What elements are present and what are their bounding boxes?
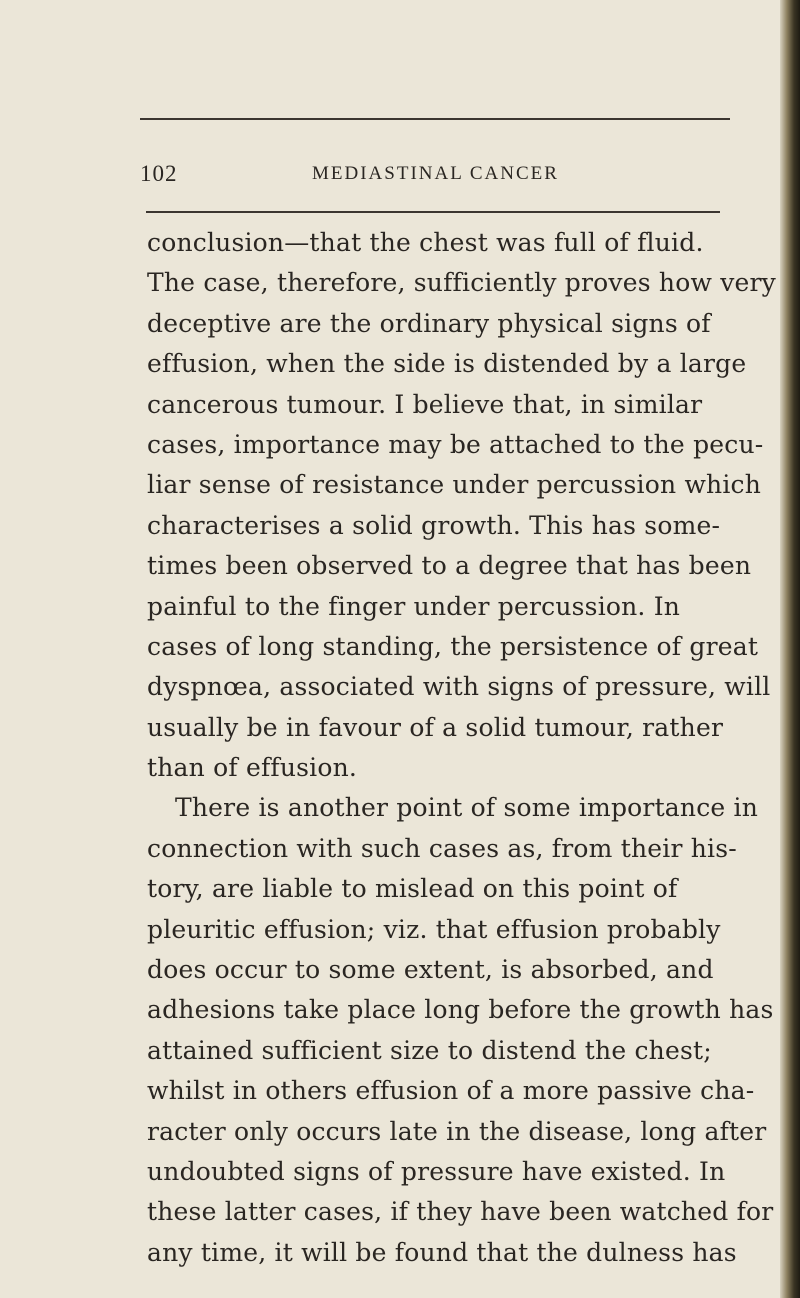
text-line: connection with such cases as, from their his- [147,833,737,863]
body-text [147,223,777,1273]
paragraph-start-line: There is another point of some importance in [175,793,759,823]
text-line: The case, therefore, sufficiently proves how very [147,268,777,298]
book-spine-edge [780,0,800,1298]
text-line: whilst in others effusion of a more passive cha- [147,1076,755,1106]
header-rule [146,211,720,213]
text-line: cancerous tumour. I believe that, in similar [147,389,703,419]
text-line: dyspnœa, associated with signs of pressure, will [147,672,771,702]
text-line: liar sense of resistance under percussion which [147,470,762,500]
running-head: MEDIASTINAL CANCER [312,163,559,184]
text-line: characterises a solid growth. This has some- [147,510,721,540]
text-line: tory, are liable to mislead on this point of [147,874,678,904]
text-line: any time, it will be found that the dulness has [147,1237,737,1267]
text-line: these latter cases, if they have been watched for [147,1197,774,1227]
top-rule [140,118,730,120]
text-line: than of effusion. [147,753,358,783]
page-number: 102 [140,161,178,186]
text-line: times been observed to a degree that has been [147,551,752,581]
text-line: painful to the finger under percussion. In [147,591,681,621]
text-line: usually be in favour of a solid tumour, rather [147,712,724,742]
text-line: conclusion—that the chest was full of fluid. [147,228,704,257]
text-line: adhesions take place long before the growth has [147,995,774,1025]
text-line: cases of long standing, the persistence of great [147,631,759,661]
text-line: undoubted signs of pressure have existed. In [147,1156,726,1186]
text-line: effusion, when the side is distended by a large [147,349,747,379]
text-line: attained sufficient size to distend the chest; [147,1035,712,1065]
page-header [140,161,730,191]
text-line: does occur to some extent, is absorbed, and [147,955,714,985]
text-line: cases, importance may be attached to the pecu- [147,429,764,459]
text-line: deceptive are the ordinary physical signs of [147,308,711,338]
text-line: pleuritic effusion; viz. that effusion probably [147,914,721,944]
text-line: racter only occurs late in the disease, long after [147,1116,767,1146]
